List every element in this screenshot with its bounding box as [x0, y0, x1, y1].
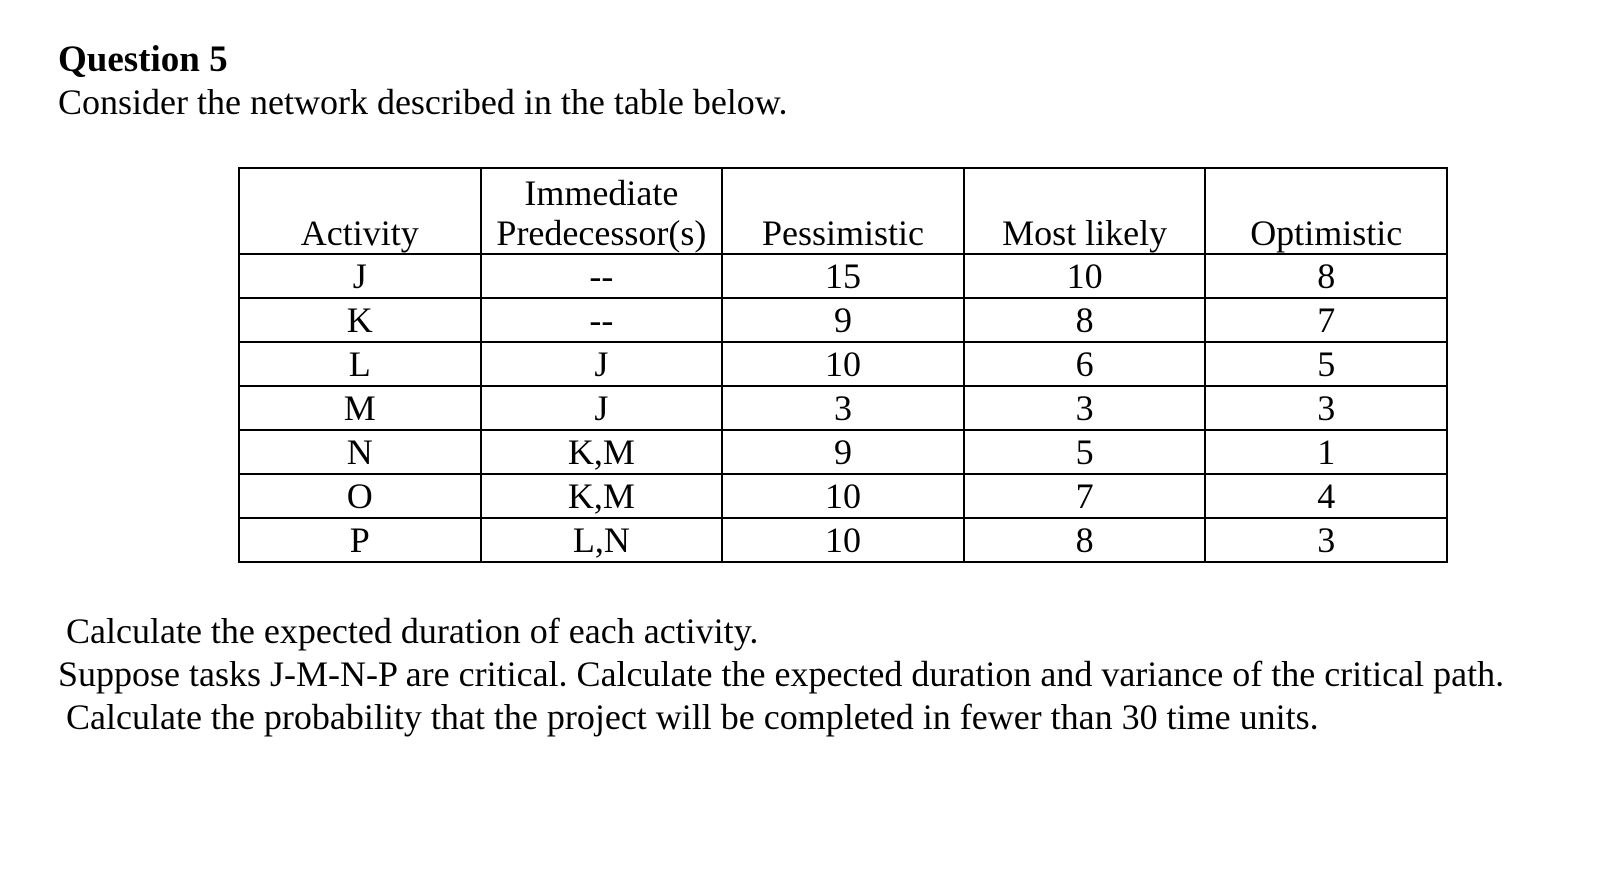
cell-most-likely: 3: [964, 386, 1206, 430]
cell-optimistic: 5: [1205, 342, 1447, 386]
table-row: [239, 474, 1447, 518]
cell-optimistic: 3: [1205, 386, 1447, 430]
table-row: [239, 298, 1447, 342]
question-intro: Consider the network described in the table below.: [58, 82, 788, 122]
cell-optimistic: 8: [1205, 254, 1447, 298]
cell-pessimistic: 10: [722, 342, 964, 386]
cell-activity: K: [239, 298, 481, 342]
table-row: [239, 386, 1447, 430]
task-item: Calculate the probability that the project will be completed in fewer than 30 time units.: [66, 697, 1319, 737]
cell-most-likely: 10: [964, 254, 1206, 298]
cell-optimistic: 3: [1205, 518, 1447, 562]
cell-predecessors: L,N: [481, 518, 723, 562]
cell-activity: N: [239, 430, 481, 474]
table-row: [239, 518, 1447, 562]
cell-optimistic: 7: [1205, 298, 1447, 342]
header-row: [239, 168, 1447, 254]
cell-most-likely: 8: [964, 518, 1206, 562]
cell-optimistic: 4: [1205, 474, 1447, 518]
activity-table: [238, 167, 1448, 563]
header-predecessors-line1: Immediate: [524, 173, 679, 213]
cell-most-likely: 7: [964, 474, 1206, 518]
header-optimistic: Optimistic: [1205, 168, 1447, 254]
cell-predecessors: J: [481, 342, 723, 386]
cell-optimistic: 1: [1205, 430, 1447, 474]
cell-pessimistic: 3: [722, 386, 964, 430]
cell-pessimistic: 9: [722, 298, 964, 342]
table-body: [239, 254, 1447, 562]
cell-activity: J: [239, 254, 481, 298]
cell-activity: O: [239, 474, 481, 518]
cell-pessimistic: 10: [722, 518, 964, 562]
header-activity: Activity: [239, 168, 481, 254]
table-row: [239, 430, 1447, 474]
cell-pessimistic: 15: [722, 254, 964, 298]
cell-pessimistic: 10: [722, 474, 964, 518]
cell-predecessors: J: [481, 386, 723, 430]
table-header: [239, 168, 1447, 254]
header-most-likely: Most likely: [964, 168, 1206, 254]
header-predecessors: [481, 168, 723, 254]
cell-pessimistic: 9: [722, 430, 964, 474]
cell-most-likely: 5: [964, 430, 1206, 474]
header-predecessors-line2: Predecessor(s): [496, 213, 707, 253]
header-pessimistic: Pessimistic: [722, 168, 964, 254]
cell-most-likely: 8: [964, 298, 1206, 342]
cell-activity: L: [239, 342, 481, 386]
table-row: [239, 254, 1447, 298]
cell-activity: P: [239, 518, 481, 562]
task-item: Calculate the expected duration of each activity.: [66, 611, 759, 651]
task-item: Suppose tasks J-M-N-P are critical. Calculate the expected duration and variance of the critical path.: [58, 654, 1505, 694]
cell-predecessors: --: [481, 298, 723, 342]
cell-predecessors: --: [481, 254, 723, 298]
cell-most-likely: 6: [964, 342, 1206, 386]
cell-activity: M: [239, 386, 481, 430]
question-title: Question 5: [58, 39, 228, 80]
task-list: [58, 610, 1504, 739]
cell-predecessors: K,M: [481, 430, 723, 474]
cell-predecessors: K,M: [481, 474, 723, 518]
table-row: [239, 342, 1447, 386]
